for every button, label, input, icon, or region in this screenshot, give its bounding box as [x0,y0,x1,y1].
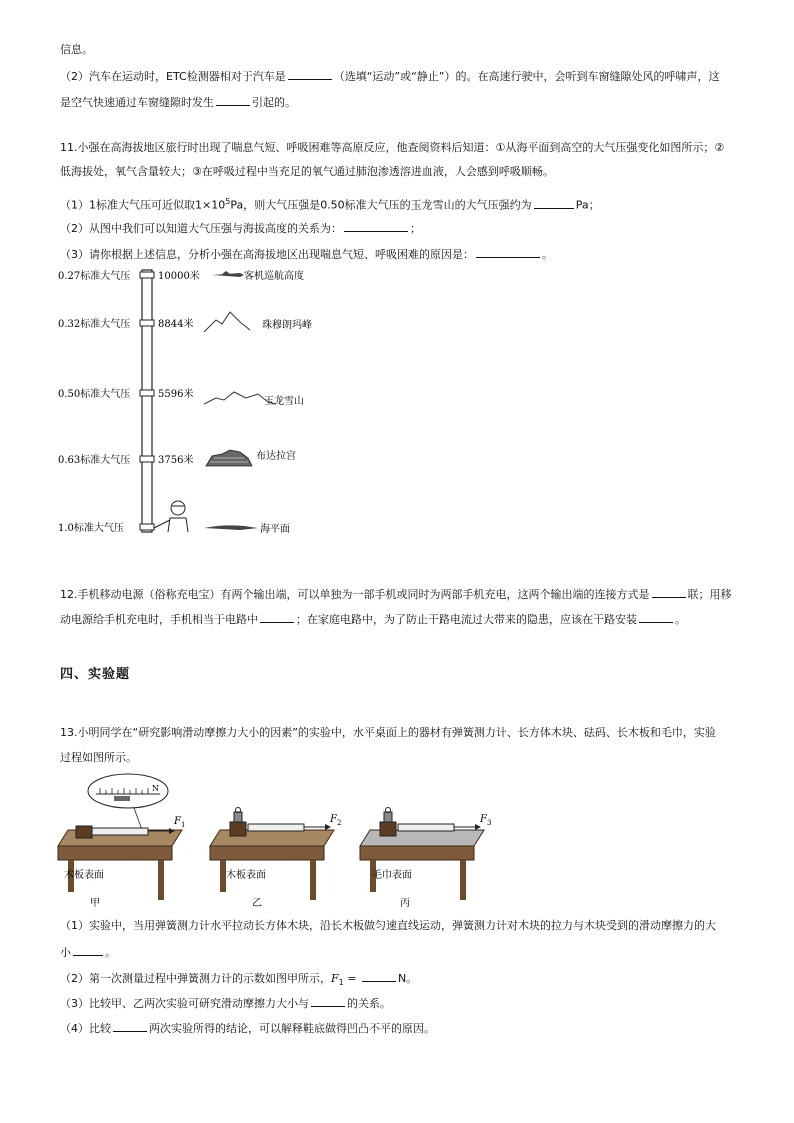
q12-line1: 12.手机移动电源（俗称充电宝）有两个输出端，可以单独为一部手机或同时为两部手机充电，这两个输出端的连接方式是 联；用移 [60,588,732,601]
surface-label: 木板表面 [226,870,266,881]
force-subscript: 2 [337,819,342,827]
level-name: 珠穆朗玛峰 [262,320,312,331]
q10-line2: 是空气快速通过车窗缝隙时发生 引起的。 [60,96,296,109]
answer-blank[interactable] [534,197,574,209]
mountain-icon [204,312,250,332]
answer-blank[interactable] [288,68,332,80]
level-name: 玉龙雪山 [264,396,304,407]
pressure-label: 0.27标准大气压 [58,271,131,282]
answer-blank[interactable] [260,611,294,623]
q13-sub1-line2: 小 。 [60,946,116,959]
gauge-unit-label: N [152,784,159,793]
experiment-table-3 [360,808,491,910]
q13-sub1-line1: （1）实验中，当用弹簧测力计水平拉动长方体木块，沿长木板做匀速直线运动，弹簧测力计对木块的拉力与木块受到的滑动摩擦力的大 [60,919,716,932]
spring-scale-magnifier [88,774,168,830]
level-marker [140,390,154,396]
q13-intro-2: 过程如图所示。 [60,751,137,764]
level-marker [140,456,154,462]
pressure-label: 0.50标准大气压 [58,389,131,400]
figure-caption: 乙 [252,898,262,909]
height-label: 8844米 [158,319,194,330]
airplane-icon [212,271,244,277]
answer-blank[interactable] [216,94,250,106]
answer-blank[interactable] [652,586,686,598]
q10-line1: （2）汽车在运动时，ETC检测器相对于汽车是 （选填“运动”或“静止”）的。在高速行驶中，会听到车窗缝隙处风的呼啸声，这 [60,70,720,83]
force-subscript: 1 [181,821,186,829]
level-marker [140,272,154,278]
person-icon [154,501,188,532]
figure-caption: 甲 [90,898,100,909]
answer-blank[interactable] [344,220,408,232]
answer-blank[interactable] [639,611,673,623]
pressure-label: 0.63标准大气压 [58,455,131,466]
height-label: 3756米 [158,455,194,466]
q13-sub4: （4）比较 两次实验所得的结论，可以解释鞋底做得凹凸不平的原因。 [60,1022,435,1035]
experiment-table-2 [210,808,341,910]
q10-line0: 信息。 [60,43,93,56]
experiment-table-1 [58,816,185,909]
answer-blank[interactable] [476,246,540,258]
q13-sub3: （3）比较甲、乙两次实验可研究滑动摩擦力大小与 的关系。 [60,997,391,1010]
force-label: F [174,816,181,827]
section-title: 四、实验题 [60,667,131,682]
force-label: F [330,814,337,825]
q12-line2: 动电源给手机充电时，手机相当于电路中 ；在家庭电路中，为了防止干路电流过大带来的隐患，应该在干路安装 。 [60,613,686,626]
level-marker [140,524,154,530]
level-name: 布达拉宫 [256,451,296,462]
level-name: 客机巡航高度 [244,271,304,282]
height-label: 10000米 [158,271,200,282]
q11-intro-2: 低海拔处，氧气含量较大；③在呼吸过程中当充足的氧气通过肺泡渗透溶进血液，人会感到呼吸顺畅。 [60,165,554,178]
surface-label: 毛巾表面 [372,870,412,881]
q11-sub3: （3）请你根据上述信息，分析小强在高海拔地区出现喘息气短、呼吸困难的原因是： 。 [60,248,553,261]
altitude-pressure-figure [54,262,354,552]
palace-icon [206,450,252,466]
level-name: 海平面 [260,524,290,535]
sea-level-icon [204,525,258,530]
pressure-label: 0.32标准大气压 [58,319,131,330]
q13-intro-1: 13.小明同学在“研究影响滑动摩擦力大小的因素”的实验中，水平桌面上的器材有弹簧测力计、长方体木块、砝码、长木板和毛巾，实验 [60,726,716,739]
q11-intro-1: 11.小强在高海拔地区旅行时出现了喘息气短、呼吸困难等高原反应，他查阅资料后知道：①从海平面到高空的大气压强变化如图所示；② [60,141,725,154]
q11-sub2: （2）从图中我们可以知道大气压强与海拔高度的关系为： ； [60,222,421,235]
answer-blank[interactable] [113,1020,147,1032]
surface-label: 木板表面 [64,870,104,881]
q11-sub1: （1）1标准大气压可近似取$1\times 10^5Pa$，则大气压强是0.50标准大气压的玉龙雪山的大气压强约为 Pa； [60,197,600,212]
answer-blank[interactable] [362,970,396,982]
force-subscript: 3 [487,819,492,827]
answer-blank[interactable] [311,995,345,1007]
answer-blank[interactable] [73,944,103,956]
force-label: F [480,814,487,825]
friction-experiment-figure [54,772,514,910]
level-marker [140,320,154,326]
altitude-column [142,270,152,532]
q13-sub2: （2）第一次测量过程中弹簧测力计的示数如图甲所示，$F_1 = N$。 [60,972,418,988]
figure-caption: 丙 [400,898,410,909]
pressure-label: 1.0标准大气压 [58,523,124,534]
height-label: 5596米 [158,389,194,400]
